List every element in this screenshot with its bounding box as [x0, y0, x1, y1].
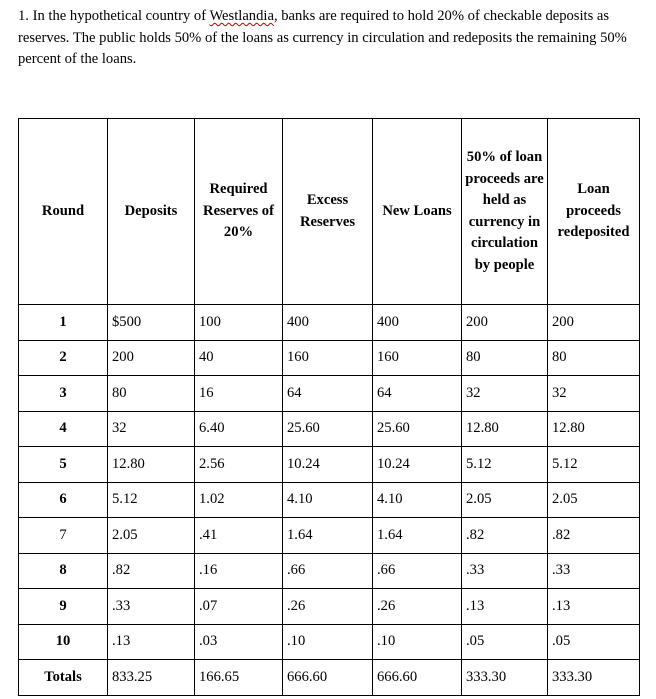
cell-round: 4: [19, 411, 108, 447]
cell-currency-held: 333.30: [462, 660, 548, 696]
table-body: [19, 305, 640, 696]
table-row: [19, 305, 640, 341]
cell-required-reserves: 2.56: [195, 447, 283, 483]
cell-excess-reserves: .66: [283, 553, 373, 589]
cell-currency-held: 32: [462, 376, 548, 412]
table-row: [19, 589, 640, 625]
table-row: [19, 340, 640, 376]
cell-required-reserves: 6.40: [195, 411, 283, 447]
cell-redeposited: 5.12: [548, 447, 640, 483]
cell-redeposited: 32: [548, 376, 640, 412]
cell-excess-reserves: 666.60: [283, 660, 373, 696]
cell-currency-held: 80: [462, 340, 548, 376]
cell-deposits: 80: [108, 376, 195, 412]
cell-required-reserves: .41: [195, 518, 283, 554]
cell-redeposited: 2.05: [548, 482, 640, 518]
header-currency-held: 50% of loan proceeds are held as currency in circulation by people: [462, 119, 548, 305]
cell-deposits: .33: [108, 589, 195, 625]
cell-excess-reserves: 10.24: [283, 447, 373, 483]
cell-deposits: $500: [108, 305, 195, 341]
cell-redeposited: .33: [548, 553, 640, 589]
cell-round: 10: [19, 624, 108, 660]
table-row: [19, 624, 640, 660]
cell-deposits: 200: [108, 340, 195, 376]
cell-currency-held: 200: [462, 305, 548, 341]
cell-excess-reserves: 64: [283, 376, 373, 412]
cell-required-reserves: 100: [195, 305, 283, 341]
cell-round: 6: [19, 482, 108, 518]
cell-currency-held: .82: [462, 518, 548, 554]
cell-new-loans: 10.24: [373, 447, 462, 483]
cell-excess-reserves: 1.64: [283, 518, 373, 554]
cell-deposits: .82: [108, 553, 195, 589]
header-required-reserves: Required Reserves of 20%: [195, 119, 283, 305]
cell-excess-reserves: .10: [283, 624, 373, 660]
cell-redeposited: .05: [548, 624, 640, 660]
table-row: [19, 518, 640, 554]
header-excess-reserves: Excess Reserves: [283, 119, 373, 305]
cell-new-loans: 64: [373, 376, 462, 412]
cell-new-loans: .10: [373, 624, 462, 660]
cell-deposits: 833.25: [108, 660, 195, 696]
cell-round: 3: [19, 376, 108, 412]
cell-round: 8: [19, 553, 108, 589]
table-row: [19, 411, 640, 447]
cell-new-loans: .26: [373, 589, 462, 625]
cell-redeposited: .82: [548, 518, 640, 554]
table-row: [19, 447, 640, 483]
cell-required-reserves: .07: [195, 589, 283, 625]
cell-excess-reserves: 25.60: [283, 411, 373, 447]
cell-required-reserves: 1.02: [195, 482, 283, 518]
cell-redeposited: 12.80: [548, 411, 640, 447]
cell-round: 7: [19, 518, 108, 554]
cell-new-loans: 4.10: [373, 482, 462, 518]
cell-round: 5: [19, 447, 108, 483]
cell-round: 1: [19, 305, 108, 341]
cell-excess-reserves: 4.10: [283, 482, 373, 518]
cell-redeposited: 333.30: [548, 660, 640, 696]
cell-deposits: 12.80: [108, 447, 195, 483]
cell-deposits: .13: [108, 624, 195, 660]
question-text-after: , banks are required to hold 20% of checkable deposits as reserves. The public holds 50% of the loans as currency in circulation and redeposits the remaining 50% percent of the loans.: [18, 8, 627, 67]
header-deposits: Deposits: [108, 119, 195, 305]
header-redeposited: Loan proceeds redeposited: [548, 119, 640, 305]
cell-redeposited: 80: [548, 340, 640, 376]
cell-new-loans: 1.64: [373, 518, 462, 554]
cell-deposits: 5.12: [108, 482, 195, 518]
question-text: [18, 6, 640, 71]
cell-excess-reserves: 160: [283, 340, 373, 376]
cell-deposits: 2.05: [108, 518, 195, 554]
cell-currency-held: 2.05: [462, 482, 548, 518]
cell-required-reserves: .16: [195, 553, 283, 589]
table-header-row: [19, 119, 640, 305]
cell-new-loans: 25.60: [373, 411, 462, 447]
country-name-spellcheck: Westlandia: [209, 8, 274, 24]
cell-currency-held: 5.12: [462, 447, 548, 483]
cell-currency-held: .33: [462, 553, 548, 589]
header-new-loans: New Loans: [373, 119, 462, 305]
cell-required-reserves: .03: [195, 624, 283, 660]
question-number: 1.: [18, 8, 29, 24]
totals-row: [19, 660, 640, 696]
cell-currency-held: .05: [462, 624, 548, 660]
cell-round: Totals: [19, 660, 108, 696]
cell-round: 9: [19, 589, 108, 625]
cell-new-loans: 666.60: [373, 660, 462, 696]
table-row: [19, 553, 640, 589]
cell-required-reserves: 16: [195, 376, 283, 412]
cell-required-reserves: 166.65: [195, 660, 283, 696]
cell-deposits: 32: [108, 411, 195, 447]
cell-new-loans: .66: [373, 553, 462, 589]
cell-round: 2: [19, 340, 108, 376]
cell-required-reserves: 40: [195, 340, 283, 376]
money-creation-table: [18, 118, 640, 696]
question-text-before: In the hypothetical country of: [32, 8, 207, 24]
table-row: [19, 482, 640, 518]
header-round: Round: [19, 119, 108, 305]
cell-excess-reserves: 400: [283, 305, 373, 341]
cell-redeposited: .13: [548, 589, 640, 625]
cell-currency-held: 12.80: [462, 411, 548, 447]
cell-new-loans: 160: [373, 340, 462, 376]
cell-excess-reserves: .26: [283, 589, 373, 625]
cell-currency-held: .13: [462, 589, 548, 625]
cell-new-loans: 400: [373, 305, 462, 341]
table-row: [19, 376, 640, 412]
cell-redeposited: 200: [548, 305, 640, 341]
